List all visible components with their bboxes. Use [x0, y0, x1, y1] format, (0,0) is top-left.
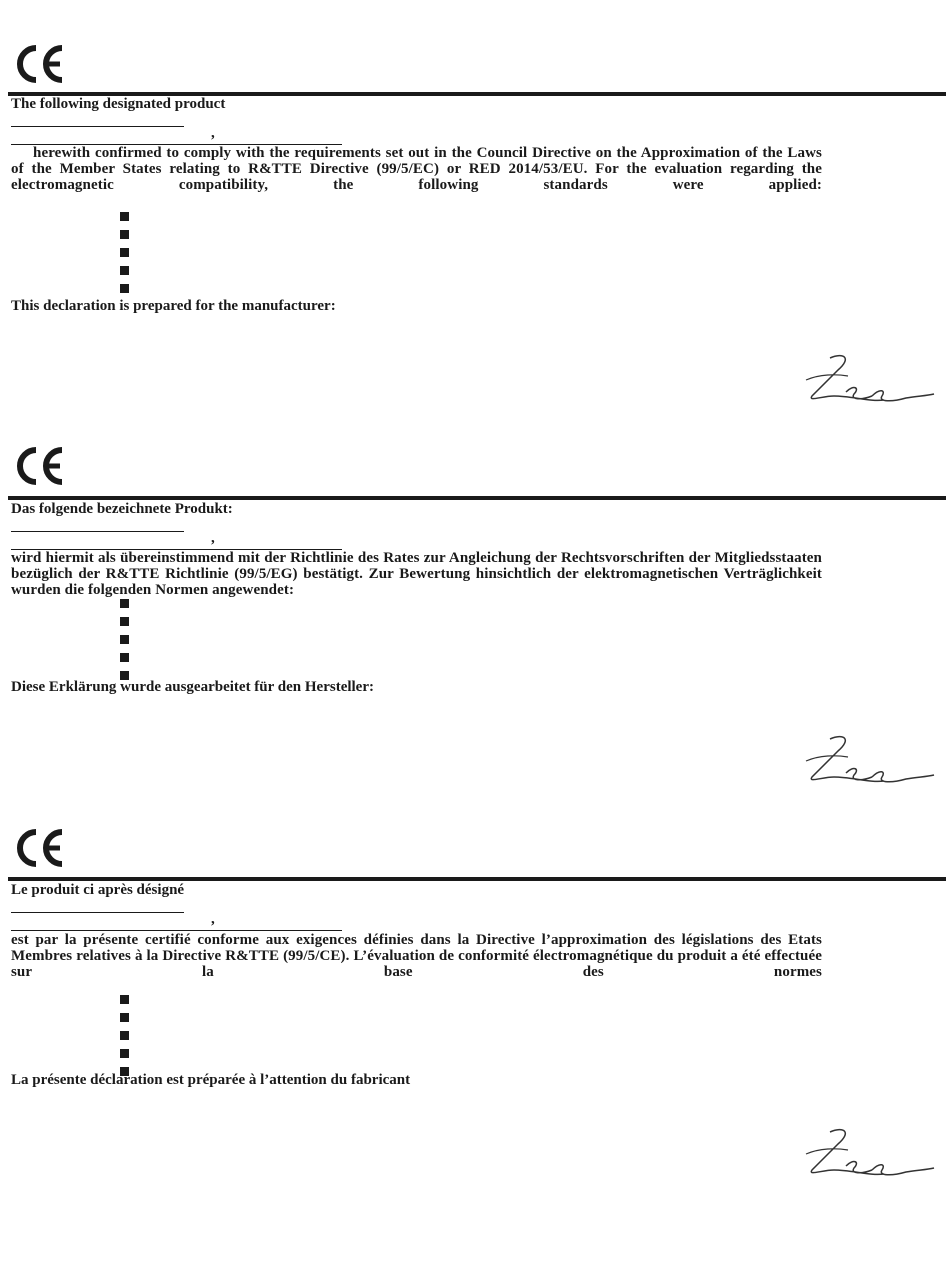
field-separator: , [211, 530, 215, 546]
declaration-paragraph: wird hiermit als übereinstimmend mit der Richtlinie des Rates zur Angleichung der Rechtsvorschriften der Mitgliedsstaaten bezüglich der R&TTE Richtlinie (99/5/EG) bestätigt. Zur Bewertung hinsichtlich der elektromagnetischen Verträglichkeit wurden die folgenden Normen angewendet: [11, 550, 822, 598]
standard-bullet [120, 248, 129, 257]
standard-bullet [120, 212, 129, 221]
standard-bullet [120, 995, 129, 1004]
standard-bullet [120, 1031, 129, 1040]
declaration-paragraph: est par la présente certifié conforme aux exigences définies dans la Directive l’approximation des législations des Etats Membres relatives à la Directive R&TTE (99/5/CE). L’évaluation de conformité électromagnétique du produit a été effectuée sur la base des normes [11, 932, 822, 980]
section-divider [8, 496, 946, 500]
ce-mark-icon [16, 446, 68, 486]
product-name-field [11, 126, 184, 127]
product-name-field [11, 912, 184, 913]
standard-bullet [120, 635, 129, 644]
manufacturer-note: La présente déclaration est préparée à l’attention du fabricant [11, 1072, 411, 1088]
section-divider [8, 877, 946, 881]
product-model-field [11, 930, 342, 931]
standard-bullet [120, 1049, 129, 1058]
standard-bullet [120, 266, 129, 275]
standard-bullet [120, 230, 129, 239]
ce-mark-icon [16, 44, 68, 84]
standard-bullet [120, 599, 129, 608]
standards-list [120, 212, 132, 302]
standard-bullet [120, 284, 129, 293]
product-name-field [11, 531, 184, 532]
manufacturer-note: Diese Erklärung wurde ausgearbeitet für den Hersteller: [11, 679, 374, 695]
standard-bullet [120, 617, 129, 626]
field-separator: , [211, 125, 215, 141]
product-heading: The following designated product [11, 96, 226, 112]
manufacturer-note: This declaration is prepared for the manufacturer: [11, 298, 336, 314]
declaration-paragraph: herewith confirmed to comply with the requirements set out in the Council Directive on the Approximation of the Laws of the Member States relating to R&TTE Directive (99/5/EC) or RED 2014/53/EU. For the evaluation regarding the electromagnetic compatibility, the following standards were applied: [11, 145, 822, 193]
standard-bullet [120, 1013, 129, 1022]
signature-image [800, 352, 940, 412]
signature-image [800, 733, 940, 793]
ce-mark-icon [16, 828, 68, 868]
standards-list [120, 599, 132, 689]
product-heading: Le produit ci après désigné [11, 882, 185, 898]
signature-image [800, 1126, 940, 1186]
field-separator: , [211, 911, 215, 927]
standard-bullet [120, 653, 129, 662]
product-heading: Das folgende bezeichnete Produkt: [11, 501, 233, 517]
